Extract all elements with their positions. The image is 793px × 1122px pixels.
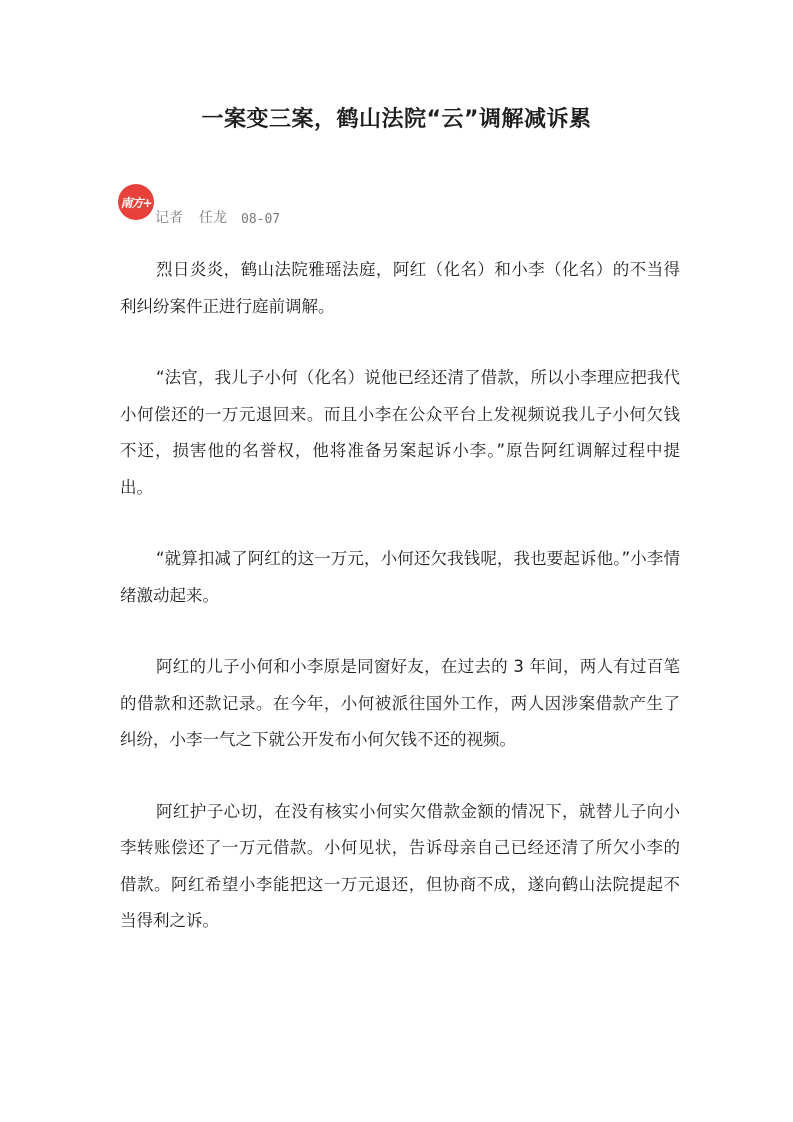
paragraph: 阿红的儿子小何和小李原是同窗好友，在过去的 3 年间，两人有过百笔的借款和还款记录。在今年，小何被派往国外工作，两人因涉案借款产生了纠纷，小李一气之下就公开发布小何欠钱不还的视频。 xyxy=(120,657,680,749)
byline xyxy=(155,207,227,228)
author-name: 任龙 xyxy=(199,210,227,226)
article-title: 一案变三案，鹤山法院“云”调解减诉累 xyxy=(201,107,592,132)
paragraph: 烈日炎炎，鹤山法院雅瑶法庭，阿红（化名）和小李（化名）的不当得利纠纷案件正进行庭前调解。 xyxy=(120,260,680,316)
publisher-logo-text: 南方+ xyxy=(120,195,152,210)
paragraph: 阿红护子心切，在没有核实小何实欠借款金额的情况下，就替儿子向小李转账偿还了一万元借款。小何见状，告诉母亲自己已经还清了所欠小李的借款。阿红希望小李能把这一万元退还，但协商不成，遂向鹤山法院提起不当得利之诉。 xyxy=(120,801,680,930)
byline-label: 记者 xyxy=(155,210,183,226)
article-meta xyxy=(118,188,280,228)
publisher-logo xyxy=(118,184,154,220)
paragraph: “法官，我儿子小何（化名）说他已经还清了借款，所以小李理应把我代小何偿还的一万元退回来。而且小李在公众平台上发视频说我儿子小何欠钱不还，损害他的名誉权，他将准备另案起诉小李。”原告阿红调解过程中提出。 xyxy=(120,368,680,497)
article-body xyxy=(120,252,680,975)
paragraph: “就算扣减了阿红的这一万元，小何还欠我钱呢，我也要起诉他。”小李情绪激动起来。 xyxy=(120,549,680,605)
publish-date: 08-07 xyxy=(241,212,281,227)
